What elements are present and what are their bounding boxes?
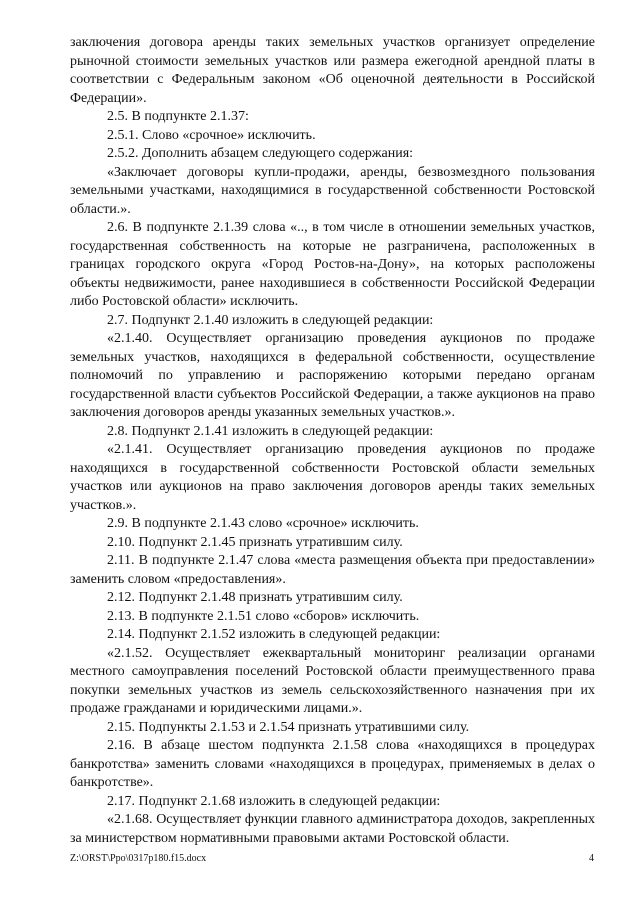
paragraph: 2.13. В подпункте 2.1.51 слово «сборов» исключить. [107, 608, 420, 624]
paragraph: 2.5.2. Дополнить абзацем следующего содержания: [107, 146, 414, 161]
paragraph: 2.10. Подпункт 2.1.45 признать утратившим силу. [107, 534, 403, 550]
document-body [70, 34, 595, 848]
paragraph: 2.11. В подпункте 2.1.47 слова «места размещения объекта при предоставлении» заменить словом «предоставления». [70, 553, 595, 587]
paragraph: 2.15. Подпункты 2.1.53 и 2.1.54 признать утратившими силу. [107, 719, 470, 735]
paragraph: «2.1.68. Осуществляет функции главного администратора доходов, закрепленных за министерством нормативными правовыми актами Ростовской области. [70, 812, 595, 846]
paragraph: 2.12. Подпункт 2.1.48 признать утратившим силу. [107, 590, 403, 605]
paragraph: 2.9. В подпункте 2.1.43 слово «срочное» исключить. [107, 516, 419, 531]
footer-file-path: Z:\ORST\Ppo\0317p180.f15.docx [70, 853, 207, 864]
page-number: 4 [589, 853, 594, 864]
paragraph: «Заключает договоры купли-продажи, аренды, безвозмездного пользования земельными участками, находящимися в государственной собственности Ростовской области.». [70, 164, 595, 217]
paragraph: 2.5.1. Слово «срочное» исключить. [107, 127, 316, 143]
paragraph: 2.7. Подпункт 2.1.40 изложить в следующей редакции: [107, 312, 434, 328]
paragraph: 2.16. В абзаце шестом подпункта 2.1.58 слова «находящихся в процедурах банкротства» заменить словами «находящихся в процедурах, применяемых в делах о банкротстве». [70, 738, 595, 790]
paragraph: «2.1.52. Осуществляет ежеквартальный мониторинг реализации органами местного самоуправления поселений Ростовской области преимущественного права покупки земельных участков из земель сельскохозяйственного назначения при их продаже гражданами и юридическими лицами.». [70, 645, 595, 716]
paragraph: заключения договора аренды таких земельных участков организует определение рыночной стоимости земельных участков или размера ежегодной арендной платы в соответствии с Федеральным законом «Об оценочной деятельности в Российской Федерации». [70, 35, 595, 106]
paragraph: 2.8. Подпункт 2.1.41 изложить в следующей редакции: [107, 423, 434, 439]
paragraph: 2.14. Подпункт 2.1.52 изложить в следующей редакции: [107, 627, 441, 642]
paragraph: «2.1.40. Осуществляет организацию проведения аукционов по продаже земельных участков, находящихся в федеральной собственности, осуществление полномочий по управлению и распоряжению которыми передано органам государственной власти субъектов Российской Федерации, а также аукционов на право заключения договоров аренды указанных земельных участков.». [70, 331, 595, 420]
paragraph: «2.1.41. Осуществляет организацию проведения аукционов по продаже находящихся в государственной собственности Ростовской области земельных участков или аукционов на право заключения договоров аренды таких земельных участков.». [70, 442, 595, 513]
paragraph: 2.17. Подпункт 2.1.68 изложить в следующей редакции: [107, 793, 441, 809]
paragraph: 2.6. В подпункте 2.1.39 слова «.., в том числе в отношении земельных участков, государственная собственность на которые не разграничена, расположенных в границах городского округа «Город Ростов-на-Дону», на которых расположены объекты недвижимости, ранее находившиеся в собственности Российской Федерации либо Ростовской области» исключить. [70, 220, 595, 309]
paragraph: 2.5. В подпункте 2.1.37: [107, 109, 249, 124]
